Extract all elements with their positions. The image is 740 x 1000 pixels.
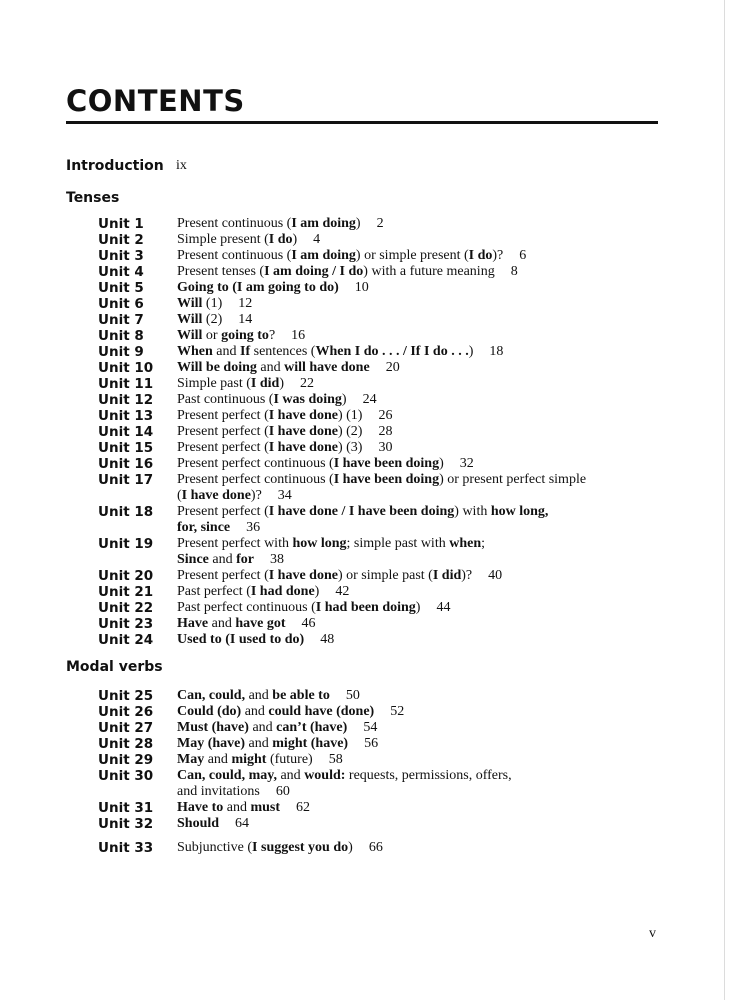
- page-number: 10: [354, 280, 369, 295]
- text-segment: ) (1): [337, 408, 363, 423]
- text-segment: Simple present (: [177, 232, 269, 247]
- page-number: 32: [459, 456, 474, 471]
- text-segment: ; simple past with: [346, 536, 450, 551]
- page-number: 46: [301, 616, 316, 631]
- unit-label: Unit 5: [98, 280, 144, 296]
- description-line: [177, 472, 617, 488]
- bold-text: Will be doing: [177, 360, 257, 375]
- text-segment: Present tenses (: [177, 264, 265, 279]
- unit-label: Unit 13: [98, 408, 154, 424]
- entry-description: [177, 360, 617, 376]
- entry-description: [177, 328, 617, 344]
- text-segment: Past perfect continuous (: [177, 600, 316, 615]
- bold-text: I do: [468, 248, 493, 263]
- entry-description: [177, 392, 617, 408]
- bold-text: I had done: [250, 584, 315, 599]
- text-segment: ): [348, 840, 353, 855]
- page-number: 56: [364, 736, 379, 751]
- description-line: [177, 784, 617, 800]
- text-segment: sentences (: [250, 344, 316, 359]
- entry-description: [177, 568, 617, 584]
- text-segment: and: [223, 800, 251, 815]
- description-line: [177, 840, 617, 856]
- bold-text: I have been doing: [333, 456, 440, 471]
- text-segment: Present perfect with: [177, 536, 293, 551]
- bold-text: When I do . . . / If I do . . .: [315, 344, 469, 359]
- text-segment: )?: [461, 568, 473, 583]
- entry-description: [177, 456, 617, 472]
- page-number: 58: [328, 752, 343, 767]
- bold-text: when: [449, 536, 482, 551]
- unit-label: Unit 22: [98, 600, 154, 616]
- text-segment: Present perfect (: [177, 568, 269, 583]
- entry-description: [177, 408, 617, 424]
- page-number: 4: [313, 232, 321, 247]
- description-line: [177, 216, 617, 232]
- text-segment: ): [279, 376, 284, 391]
- unit-label: Unit 9: [98, 344, 144, 360]
- description-line: [177, 344, 617, 360]
- unit-label: Unit 21: [98, 584, 154, 600]
- text-segment: Subjunctive (: [177, 840, 253, 855]
- bold-text: I have done: [268, 424, 338, 439]
- page-number: 2: [376, 216, 384, 231]
- page-number: 26: [378, 408, 393, 423]
- bold-text: When: [177, 344, 213, 359]
- text-segment: and: [245, 736, 273, 751]
- page-number: 12: [238, 296, 253, 311]
- unit-label: Unit 31: [98, 800, 154, 816]
- description-line: [177, 488, 617, 504]
- page-number: 52: [390, 704, 405, 719]
- entry-description: [177, 296, 617, 312]
- bold-text: how long: [292, 536, 347, 551]
- text-segment: and: [241, 704, 269, 719]
- unit-label: Unit 32: [98, 816, 154, 832]
- page-number: 40: [488, 568, 503, 583]
- unit-label: Unit 15: [98, 440, 154, 456]
- description-line: [177, 424, 617, 440]
- text-segment: and: [212, 344, 241, 359]
- text-segment: Past continuous (: [177, 392, 274, 407]
- bold-text: would:: [304, 768, 346, 783]
- bold-text: Used to (I used to do): [177, 632, 305, 647]
- entry-description: [177, 840, 617, 856]
- bold-text: I have done: [268, 408, 338, 423]
- bold-text: Have to: [177, 800, 224, 815]
- entry-description: [177, 616, 617, 632]
- bold-text: Could (do): [177, 704, 242, 719]
- description-line: [177, 616, 617, 632]
- entry-description: [177, 344, 617, 360]
- entry-description: [177, 232, 617, 248]
- bold-text: I was doing: [273, 392, 342, 407]
- unit-label: Unit 24: [98, 632, 154, 648]
- bold-text: Going to (I am going to do): [177, 280, 339, 295]
- unit-label: Unit 28: [98, 736, 154, 752]
- unit-label: Unit 3: [98, 248, 144, 264]
- page-number: 14: [238, 312, 253, 327]
- page-number: 6: [519, 248, 527, 263]
- description-line: [177, 632, 617, 648]
- description-line: [177, 408, 617, 424]
- bold-text: going to: [221, 328, 269, 343]
- description-line: [177, 280, 617, 296]
- entry-description: [177, 280, 617, 296]
- description-line: [177, 536, 617, 552]
- page-number: 18: [489, 344, 504, 359]
- title-rule: [66, 121, 658, 124]
- description-line: [177, 392, 617, 408]
- page-number: 54: [363, 720, 378, 735]
- text-segment: requests, permissions, offers,: [345, 768, 512, 783]
- bold-text: Since: [177, 552, 209, 567]
- page-number: 24: [362, 392, 377, 407]
- bold-text: Have: [177, 616, 209, 631]
- entry-description: [177, 688, 617, 704]
- description-line: [177, 768, 617, 784]
- bold-text: I am doing: [291, 248, 356, 263]
- description-line: [177, 552, 617, 568]
- unit-label: Unit 4: [98, 264, 144, 280]
- text-segment: ): [439, 456, 444, 471]
- description-line: [177, 456, 617, 472]
- entry-description: [177, 264, 617, 280]
- bold-text: Can, could, may,: [177, 768, 277, 783]
- unit-label: Unit 30: [98, 768, 154, 784]
- text-segment: and: [208, 552, 237, 567]
- text-segment: (: [177, 488, 182, 503]
- description-line: [177, 688, 617, 704]
- page-number: 66: [368, 840, 383, 855]
- bold-text: May (have): [177, 736, 246, 751]
- description-line: [177, 752, 617, 768]
- text-segment: (1): [202, 296, 223, 311]
- entry-description: [177, 472, 617, 504]
- bold-text: could have (done): [268, 704, 375, 719]
- text-segment: ) (2): [337, 424, 363, 439]
- entry-description: [177, 720, 617, 736]
- entry-description: [177, 424, 617, 440]
- text-segment: ?: [268, 328, 276, 343]
- page-number: 16: [291, 328, 306, 343]
- page-number: 34: [277, 488, 292, 503]
- bold-text: Will: [177, 296, 203, 311]
- page-number: 20: [385, 360, 400, 375]
- bold-text: Can, could,: [177, 688, 246, 703]
- entry-description: [177, 768, 617, 800]
- bold-text: might (have): [272, 736, 349, 751]
- entry-description: [177, 736, 617, 752]
- description-line: [177, 440, 617, 456]
- text-segment: ): [415, 600, 421, 615]
- unit-label: Unit 2: [98, 232, 144, 248]
- page-number: 28: [378, 424, 393, 439]
- page-number: 30: [378, 440, 393, 455]
- bold-text: I did: [432, 568, 462, 583]
- bold-text: for: [236, 552, 254, 567]
- bold-text: will have done: [284, 360, 370, 375]
- text-segment: ) or simple present (: [355, 248, 469, 263]
- unit-label: Unit 1: [98, 216, 144, 232]
- page-number: v: [649, 926, 656, 941]
- entry-description: [177, 504, 617, 536]
- text-segment: ) (3): [337, 440, 363, 455]
- entry-description: [177, 440, 617, 456]
- page-number: 60: [275, 784, 290, 799]
- description-line: [177, 584, 617, 600]
- text-segment: and: [245, 688, 273, 703]
- bold-text: be able to: [272, 688, 330, 703]
- description-line: [177, 328, 617, 344]
- bold-text: I have done: [268, 568, 338, 583]
- bold-text: I suggest you do: [252, 840, 349, 855]
- page-number: 64: [235, 816, 250, 831]
- text-segment: Present perfect continuous (: [177, 456, 334, 471]
- text-segment: and: [248, 720, 277, 735]
- unit-label: Unit 27: [98, 720, 154, 736]
- description-line: [177, 720, 617, 736]
- entry-description: [177, 800, 617, 816]
- bold-text: I am doing / I do: [264, 264, 364, 279]
- bold-text: Will: [177, 312, 203, 327]
- entry-description: [177, 816, 617, 832]
- description-line: [177, 312, 617, 328]
- text-segment: and: [204, 752, 232, 767]
- bold-text: I have done: [268, 440, 338, 455]
- text-segment: ) or present perfect simple: [439, 472, 587, 487]
- text-segment: ): [355, 216, 361, 231]
- unit-label: Unit 18: [98, 504, 154, 520]
- description-line: [177, 600, 617, 616]
- bold-text: I am doing: [291, 216, 356, 231]
- entry-description: [177, 248, 617, 264]
- page-number: 36: [246, 520, 261, 535]
- text-segment: Present perfect (: [177, 504, 269, 519]
- entry-description: [177, 584, 617, 600]
- bold-text: must: [250, 800, 281, 815]
- text-segment: ): [314, 584, 320, 599]
- text-segment: and: [256, 360, 285, 375]
- introduction-page-number: ix: [176, 158, 187, 173]
- text-segment: ) with: [454, 504, 491, 519]
- entry-description: [177, 600, 617, 616]
- text-segment: )?: [250, 488, 262, 503]
- unit-label: Unit 7: [98, 312, 144, 328]
- section-heading-modal-verbs: Modal verbs: [66, 659, 163, 675]
- text-segment: Past perfect (: [177, 584, 251, 599]
- bold-text: I did: [250, 376, 280, 391]
- bold-text: have got: [235, 616, 286, 631]
- entry-description: [177, 536, 617, 568]
- page-number: 44: [436, 600, 451, 615]
- description-line: [177, 568, 617, 584]
- bold-text: for, since: [177, 520, 231, 535]
- page-number: 62: [296, 800, 311, 815]
- text-segment: ): [341, 392, 347, 407]
- bold-text: May: [177, 752, 205, 767]
- page-number: 42: [335, 584, 350, 599]
- description-line: [177, 360, 617, 376]
- text-segment: Present perfect (: [177, 424, 269, 439]
- text-segment: and: [276, 768, 305, 783]
- bold-text: I have done / I have been doing: [268, 504, 455, 519]
- description-line: [177, 520, 617, 536]
- bold-text: I have done: [181, 488, 251, 503]
- page-number: 22: [299, 376, 314, 391]
- unit-label: Unit 23: [98, 616, 154, 632]
- text-segment: Present perfect (: [177, 408, 269, 423]
- description-line: [177, 376, 617, 392]
- unit-label: Unit 17: [98, 472, 154, 488]
- text-segment: ): [292, 232, 298, 247]
- bold-text: Must (have): [177, 720, 249, 735]
- bold-text: Will: [177, 328, 203, 343]
- bold-text: Should: [177, 816, 220, 831]
- unit-label: Unit 12: [98, 392, 154, 408]
- description-line: [177, 232, 617, 248]
- entry-description: [177, 704, 617, 720]
- unit-label: Unit 25: [98, 688, 154, 704]
- description-line: [177, 248, 617, 264]
- description-line: [177, 800, 617, 816]
- page-number: 48: [320, 632, 335, 647]
- section-heading-introduction: Introduction: [66, 158, 164, 174]
- text-segment: (future): [266, 752, 313, 767]
- text-segment: and invitations: [177, 784, 260, 799]
- text-segment: ) or simple past (: [337, 568, 433, 583]
- section-heading-tenses: Tenses: [66, 190, 120, 206]
- text-segment: Present perfect (: [177, 440, 269, 455]
- unit-label: Unit 29: [98, 752, 154, 768]
- unit-label: Unit 16: [98, 456, 154, 472]
- description-line: [177, 704, 617, 720]
- page-number: 38: [270, 552, 284, 567]
- text-segment: ): [468, 344, 474, 359]
- bold-text: can’t (have): [276, 720, 348, 735]
- unit-label: Unit 26: [98, 704, 154, 720]
- unit-label: Unit 10: [98, 360, 154, 376]
- unit-label: Unit 11: [98, 376, 154, 392]
- entry-description: [177, 752, 617, 768]
- text-segment: and: [208, 616, 236, 631]
- text-segment: Present continuous (: [177, 248, 292, 263]
- entry-description: [177, 216, 617, 232]
- entry-description: [177, 312, 617, 328]
- unit-label: Unit 14: [98, 424, 154, 440]
- description-line: [177, 296, 617, 312]
- bold-text: I have been doing: [333, 472, 440, 487]
- bold-text: I do: [268, 232, 293, 247]
- description-line: [177, 264, 617, 280]
- page-number: 8: [510, 264, 518, 279]
- page-edge: [724, 0, 725, 1000]
- page-title: CONTENTS: [66, 84, 245, 118]
- unit-label: Unit 20: [98, 568, 154, 584]
- text-segment: Present continuous (: [177, 216, 292, 231]
- text-segment: )?: [492, 248, 504, 263]
- text-segment: ;: [481, 536, 486, 551]
- page-number: 50: [345, 688, 360, 703]
- text-segment: ) with a future meaning: [363, 264, 495, 279]
- description-line: [177, 736, 617, 752]
- description-line: [177, 816, 617, 832]
- entry-description: [177, 376, 617, 392]
- text-segment: (2): [202, 312, 223, 327]
- bold-text: If: [240, 344, 251, 359]
- unit-label: Unit 6: [98, 296, 144, 312]
- bold-text: I had been doing: [315, 600, 416, 615]
- bold-text: how long,: [490, 504, 549, 519]
- text-segment: Present perfect continuous (: [177, 472, 334, 487]
- text-segment: or: [202, 328, 222, 343]
- bold-text: might: [231, 752, 267, 767]
- text-segment: Simple past (: [177, 376, 251, 391]
- description-line: [177, 504, 617, 520]
- unit-label: Unit 33: [98, 840, 154, 856]
- entry-description: [177, 632, 617, 648]
- unit-label: Unit 19: [98, 536, 154, 552]
- unit-label: Unit 8: [98, 328, 144, 344]
